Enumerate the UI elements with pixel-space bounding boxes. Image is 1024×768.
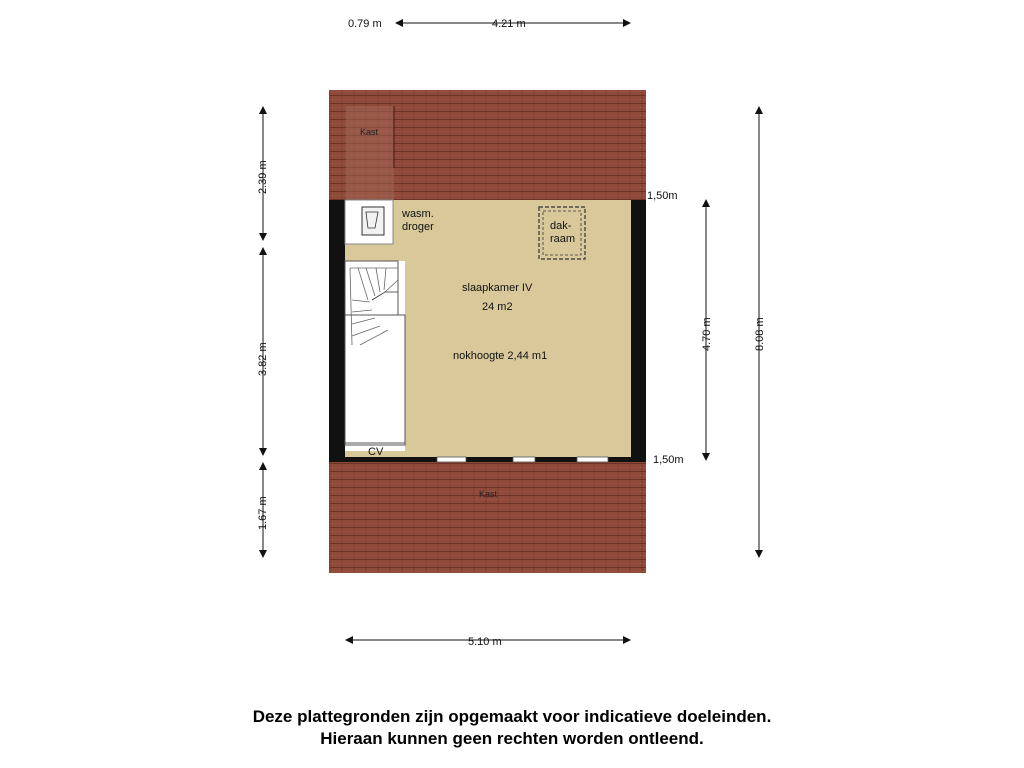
disclaimer <box>0 706 1024 750</box>
kast-top-label: Kast <box>360 127 379 137</box>
dim-right-inner: 4.70 m <box>701 317 713 351</box>
ridge-height: nokhoogte 2,44 m1 <box>453 350 548 362</box>
windows <box>437 457 608 462</box>
washer-label-1: wasm. <box>402 208 434 220</box>
dim-right-bottom-mark: 1,50m <box>653 454 684 466</box>
disclaimer-line-2: Hieraan kunnen geen rechten worden ontleend. <box>320 729 704 748</box>
dim-top-main: 4.21 m <box>492 18 526 30</box>
kast-bottom-label: Kast <box>479 489 498 499</box>
washer-label-2: droger <box>402 221 434 233</box>
dim-top-left: 0.79 m <box>348 18 382 30</box>
dim-left-middle: 3.82 m <box>257 342 269 376</box>
dim-right-top-mark: 1,50m <box>647 190 678 202</box>
bedroom-name: slaapkamer IV <box>462 282 533 294</box>
dim-left-lower: 1.67 m <box>257 496 269 530</box>
kast-top-area <box>346 106 394 200</box>
dim-bottom: 5.10 m <box>468 636 502 648</box>
dim-left-upper: 2.39 m <box>257 160 269 194</box>
roof-bottom <box>329 462 646 573</box>
dim-right-outer: 8.08 m <box>754 317 766 351</box>
washer-icon <box>362 207 384 235</box>
bedroom-area: 24 m2 <box>482 301 513 313</box>
skylight-label-2: raam <box>550 233 576 245</box>
skylight-label-1: dak- <box>550 220 572 232</box>
cv-label: CV <box>368 446 384 458</box>
disclaimer-line-1: Deze plattegronden zijn opgemaakt voor indicatieve doeleinden. <box>252 707 772 726</box>
